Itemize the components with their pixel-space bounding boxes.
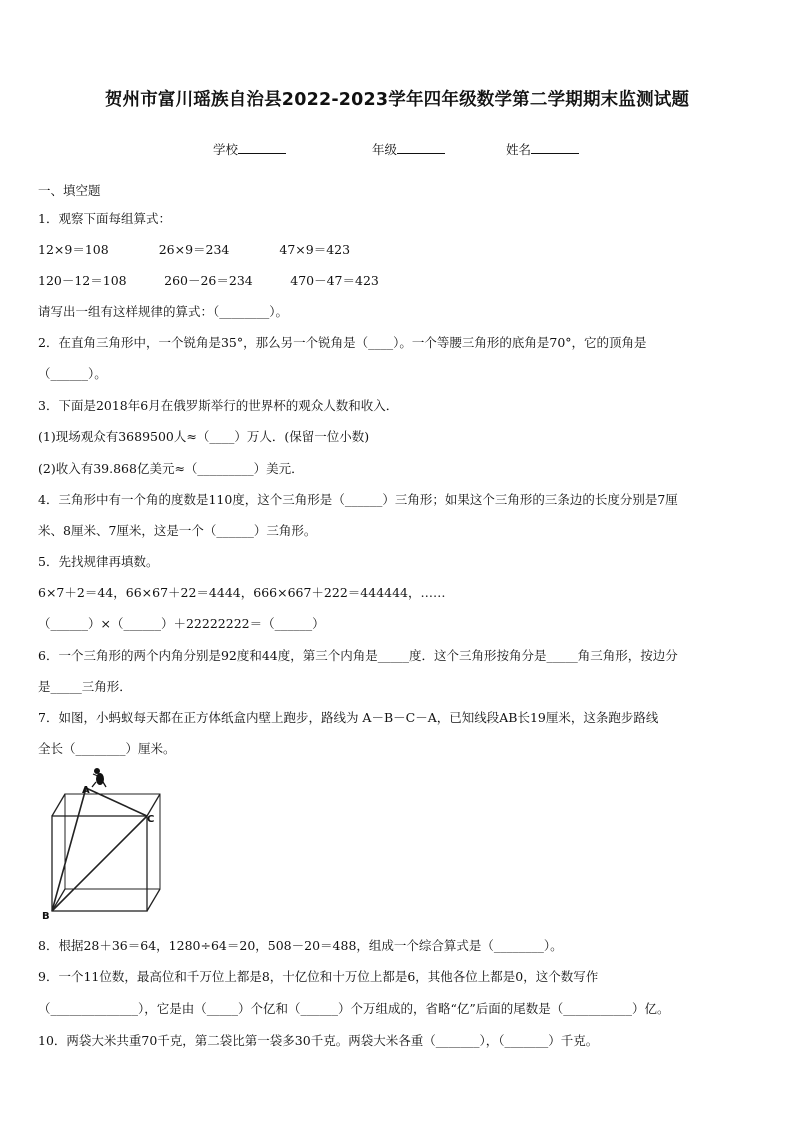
cube-back-face (65, 794, 160, 889)
name-blank (531, 141, 579, 154)
question-line: 2．在直角三角形中，一个锐角是35°，那么另一个锐角是（____）。一个等腰三角形的底角是70°，它的顶角是 (38, 335, 647, 350)
path-segment-bc (52, 816, 147, 911)
question-line: (1)现场观众有3689500人≈（____）万人．(保留一位小数) (38, 429, 370, 444)
vertex-label-c: C (147, 814, 155, 825)
name-label: 姓名 (506, 142, 532, 157)
grade-blank (397, 141, 445, 154)
question-line: 5．先找规律再填数。 (38, 554, 159, 569)
question-line: 10．两袋大米共重70千克，第二袋比第一袋多30千克。两袋大米各重（_______），（_______）千克。 (38, 1033, 599, 1048)
name-field (506, 140, 579, 158)
question-line: (2)收入有39.868亿美元≈（_________）美元． (38, 461, 304, 476)
question-line: 6．一个三角形的两个内角分别是92度和44度，第三个内角是_____度．这个三角形按角分是_____角三角形，按边分 (38, 648, 678, 663)
grade-field (372, 140, 445, 158)
question-line: 1．观察下面每组算式： (38, 211, 171, 226)
cube-edge (52, 794, 65, 816)
question-line: （______）×（______）＋22222222＝（______） (38, 616, 325, 631)
question-line: 9．一个11位数，最高位和千万位上都是8，十亿位和十万位上都是6，其他各位上都是0，这个数写作 (38, 969, 599, 984)
question-line: （______）。 (38, 366, 107, 381)
question-line: 4．三角形中有一个角的度数是110度，这个三角形是（______）三角形；如果这个三角形的三条边的长度分别是7厘 (38, 492, 678, 507)
grade-label: 年级 (372, 142, 398, 157)
cube-diagram (38, 766, 168, 921)
question-line: 6×7＋2＝44，66×67＋22＝4444，666×667＋222＝444444，…… (38, 585, 446, 600)
question-line: 米、8厘米、7厘米，这是一个（______）三角形。 (38, 523, 317, 538)
question-line: 7．如图，小蚂蚁每天都在正方体纸盒内壁上跑步，路线为 A－B－C－A，已知线段AB长19厘米，这条跑步路线 (38, 710, 659, 725)
cube-edge (147, 794, 160, 816)
path-segment-ca (86, 788, 147, 816)
question-line: 全长（________）厘米。 (38, 741, 176, 756)
question-line: 8．根据28＋36＝64，1280÷64＝20，508－20＝488，组成一个综合算式是（________）。 (38, 938, 563, 953)
school-blank (238, 141, 286, 154)
cube-figure (38, 766, 168, 921)
vertex-label-a: A (82, 785, 90, 796)
page-title: 贺州市富川瑶族自治县2022-2023学年四年级数学第二学期期末监测试题 (104, 90, 690, 110)
section-heading: 一、填空题 (38, 183, 101, 198)
question-line: 12×9＝108 26×9＝234 47×9＝423 (38, 242, 351, 257)
ant-icon (92, 768, 106, 787)
question-line: （______________），它是由（_____）个亿和（______）个万组成的，省略“亿”后面的尾数是（___________）亿。 (38, 1001, 670, 1016)
vertex-label-b: B (42, 911, 50, 921)
question-line: 是_____三角形． (38, 679, 132, 694)
question-line: 120－12＝108 260－26＝234 470－47＝423 (38, 273, 379, 288)
question-line: 请写出一组有这样规律的算式：（________）。 (38, 304, 289, 319)
student-info-row (0, 140, 794, 160)
school-label: 学校 (213, 142, 239, 157)
cube-edge (147, 889, 160, 911)
question-line: 3．下面是2018年6月在俄罗斯举行的世界杯的观众人数和收入． (38, 398, 399, 413)
school-field (213, 140, 286, 158)
